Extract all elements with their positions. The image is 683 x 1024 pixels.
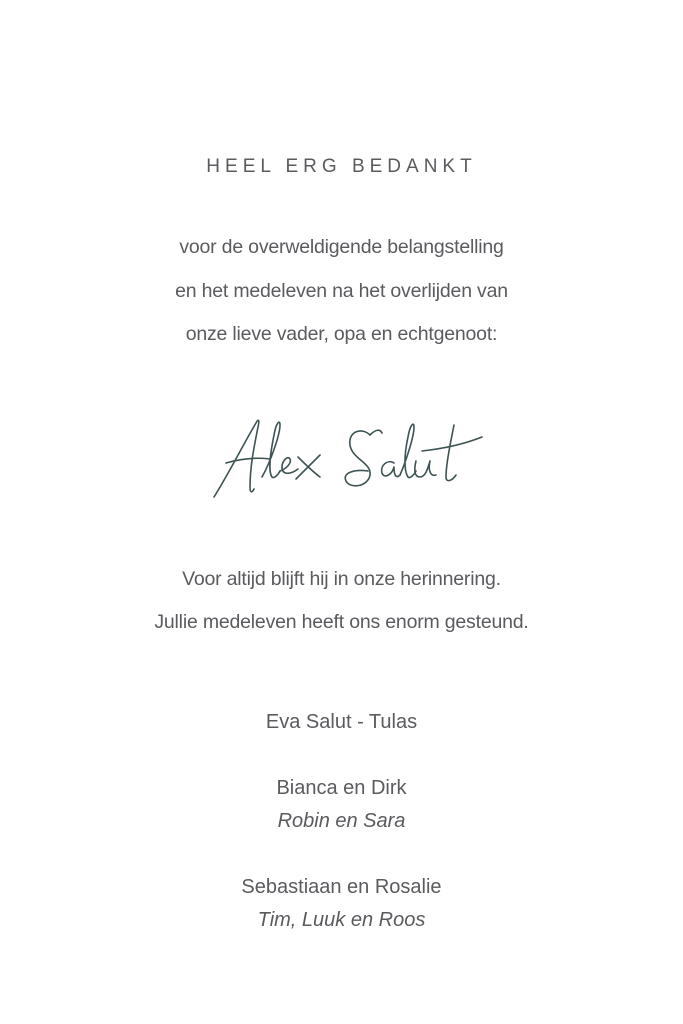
family-grandchildren-2: Tim, Luuk en Roos — [257, 909, 426, 931]
memory-line-1: Voor altijd blijft hij in onze herinnering. — [182, 568, 501, 590]
family-spouse: Eva Salut - Tulas — [265, 711, 418, 733]
family-child-2: Sebastiaan en Rosalie — [241, 876, 442, 898]
family-grandchildren-1: Robin en Sara — [277, 810, 406, 832]
memory-line-2: Jullie medeleven heeft ons enorm gesteund. — [154, 611, 529, 633]
intro-line-2: en het medeleven na het overlijden van — [175, 280, 508, 302]
intro-line-3: onze lieve vader, opa en echtgenoot: — [185, 323, 498, 345]
card-heading: HEEL ERG BEDANKT — [206, 156, 477, 177]
signature-name — [200, 405, 490, 510]
family-child-1: Bianca en Dirk — [276, 777, 407, 799]
intro-line-1: voor de overweldigende belangstelling — [179, 236, 504, 258]
